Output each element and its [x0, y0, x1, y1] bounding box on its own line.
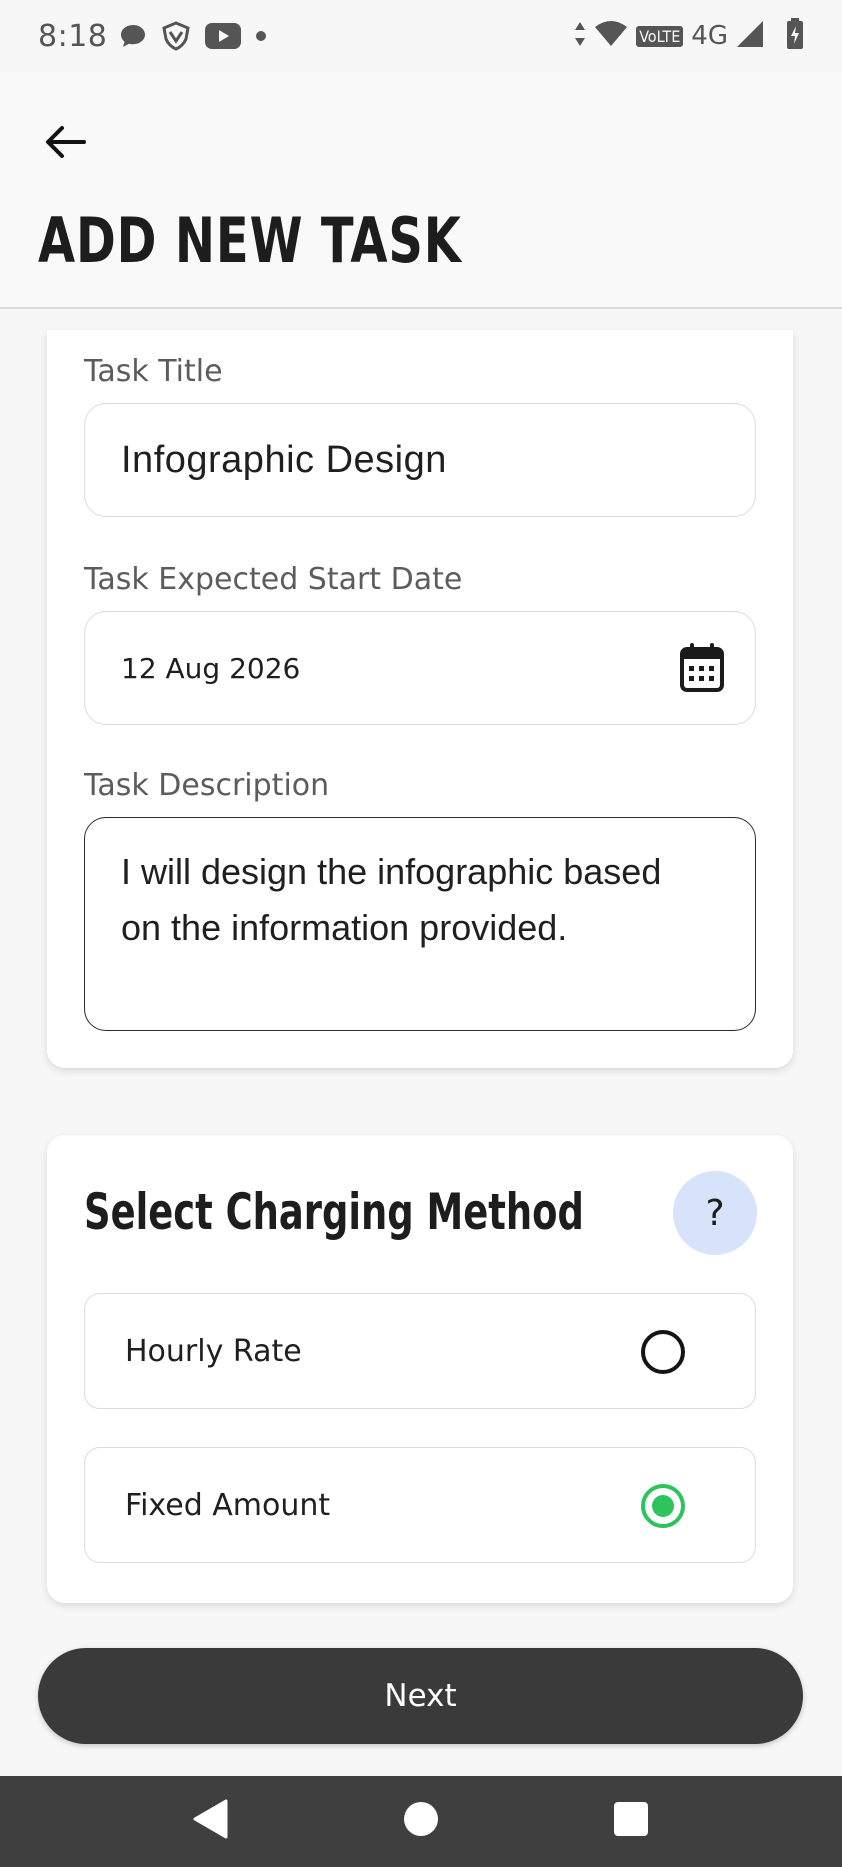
arrow-left-icon	[44, 124, 88, 165]
task-details-card	[47, 330, 793, 1068]
description-value: I will design the infographic based on the information provided.	[121, 851, 662, 948]
task-title-label: Task Title	[84, 354, 223, 389]
status-bar	[0, 0, 842, 72]
system-nav-bar	[0, 1776, 842, 1867]
description-field[interactable]	[84, 817, 756, 1031]
page-title: ADD NEW TASK	[38, 204, 462, 277]
nav-home-icon	[402, 1800, 440, 1843]
nav-home-button[interactable]	[361, 1776, 481, 1867]
volte-badge: VoLTE	[636, 26, 683, 47]
start-date-value: 12 Aug 2026	[121, 651, 301, 685]
status-left-icons	[119, 21, 267, 51]
app-header	[0, 72, 842, 309]
start-date-field[interactable]	[84, 611, 756, 725]
charging-section-title: Select Charging Method	[84, 1183, 584, 1241]
option-label: Hourly Rate	[125, 1333, 302, 1369]
help-label: ?	[705, 1192, 725, 1234]
dot-icon	[255, 30, 267, 42]
description-label: Task Description	[84, 768, 330, 803]
status-time: 8:18	[38, 18, 108, 54]
next-button[interactable]: Next	[38, 1648, 803, 1744]
signal-icon	[736, 20, 764, 52]
battery-charging-icon	[786, 18, 804, 54]
status-right-icons	[574, 18, 804, 54]
nav-back-icon	[192, 1799, 228, 1844]
network-label: 4G	[691, 21, 728, 51]
vpn-shield-icon	[161, 21, 191, 51]
radio-selected[interactable]	[641, 1484, 685, 1528]
start-date-label: Task Expected Start Date	[84, 562, 463, 597]
nav-recents-button[interactable]	[571, 1776, 691, 1867]
task-title-field[interactable]	[84, 403, 756, 517]
chat-bubble-icon	[119, 23, 147, 49]
back-button[interactable]	[36, 114, 96, 174]
option-hourly-rate[interactable]	[84, 1293, 756, 1409]
nav-recents-icon	[613, 1801, 649, 1842]
nav-back-button[interactable]	[150, 1776, 270, 1867]
radio-unselected[interactable]	[641, 1330, 685, 1374]
data-arrows-icon	[574, 20, 586, 52]
task-title-value: Infographic Design	[121, 438, 447, 481]
option-fixed-amount[interactable]	[84, 1447, 756, 1563]
charging-method-card	[47, 1135, 793, 1603]
help-button[interactable]	[673, 1171, 757, 1255]
wifi-icon	[594, 21, 628, 51]
calendar-icon[interactable]	[679, 641, 725, 698]
option-label: Fixed Amount	[125, 1487, 331, 1523]
youtube-icon	[205, 23, 241, 49]
